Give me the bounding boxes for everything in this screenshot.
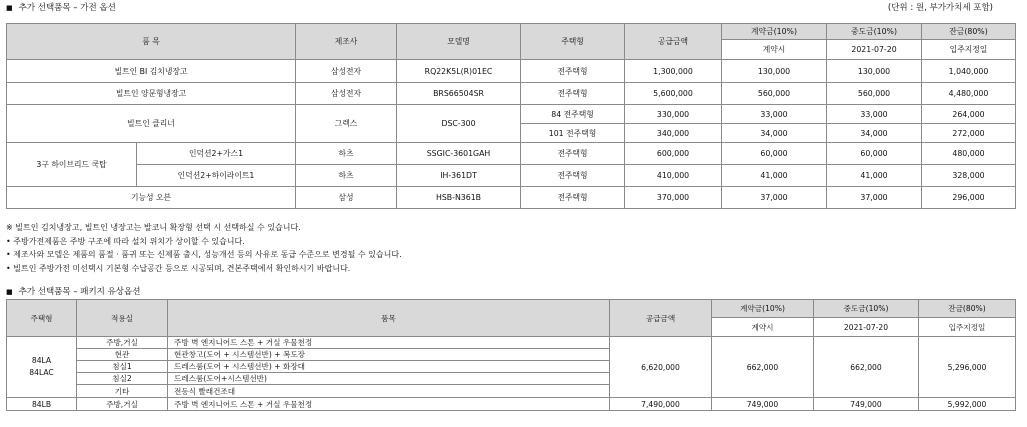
cell-maker: 삼성전자	[296, 83, 397, 105]
note-line: • 빌트인 주방가전 미선택시 기본형 수납공간 등으로 시공되며, 견본주택에서 확인하시기 바랍니다.	[6, 263, 351, 273]
cell-item: 현관창고(도어 + 시스템선반) + 복도장	[168, 349, 610, 361]
cell-supply: 340,000	[625, 124, 722, 143]
cell-sub-item: 인덕션2+가스1	[137, 143, 296, 165]
cell-middle: 749,000	[814, 398, 919, 411]
cell-sub-item: 인덕션2+하이라이트1	[137, 165, 296, 187]
cell-balance: 480,000	[922, 143, 1016, 165]
header-contract: 계약금(10%)	[712, 300, 814, 318]
cell-item: 기능성 오븐	[7, 187, 296, 209]
header-room: 적용실	[77, 300, 168, 337]
table-row	[7, 105, 1016, 124]
header-supply-price: 공급금액	[625, 24, 722, 60]
cell-balance: 5,992,000	[919, 398, 1016, 411]
cell-maker: 그렉스	[296, 105, 397, 143]
cell-middle: 33,000	[827, 105, 922, 124]
cell-house-type: 84LB	[7, 398, 77, 411]
cell-middle: 662,000	[814, 337, 919, 398]
cell-model: RQ22K5L(R)01EC	[397, 60, 521, 83]
cell-type: 전주택형	[521, 143, 625, 165]
cell-contract: 41,000	[722, 165, 827, 187]
header-supply-price: 공급금액	[610, 300, 712, 337]
header-house-type: 주택형	[7, 300, 77, 337]
cell-supply: 1,300,000	[625, 60, 722, 83]
cell-supply: 600,000	[625, 143, 722, 165]
cell-type: 전주택형	[521, 83, 625, 105]
header-balance: 잔금(80%)	[919, 300, 1016, 318]
cell-model: SSGIC-3601GAH	[397, 143, 521, 165]
cell-supply: 7,490,000	[610, 398, 712, 411]
cell-model: HSB-N361B	[397, 187, 521, 209]
cell-contract: 60,000	[722, 143, 827, 165]
cell-supply: 410,000	[625, 165, 722, 187]
cell-middle: 130,000	[827, 60, 922, 83]
cell-balance: 1,040,000	[922, 60, 1016, 83]
section1-title: ■ 추가 선택품목 – 가전 옵션	[6, 3, 116, 13]
cell-balance: 296,000	[922, 187, 1016, 209]
cell-house-type: 84LA 84LAC	[7, 337, 77, 398]
header-model: 모델명	[397, 24, 521, 60]
cell-contract: 37,000	[722, 187, 827, 209]
cell-item: 빌트인 BI 김치냉장고	[7, 60, 296, 83]
header-balance-sub: 입주지정일	[922, 40, 1016, 60]
cell-middle: 41,000	[827, 165, 922, 187]
cell-room: 침실2	[77, 373, 168, 385]
cell-balance: 5,296,000	[919, 337, 1016, 398]
cell-balance: 328,000	[922, 165, 1016, 187]
cell-item: 드레스룸(도어 + 시스템선반) + 화장대	[168, 361, 610, 373]
note-line: • 주방가전제품은 주방 구조에 따라 설치 위치가 상이할 수 있습니다.	[6, 236, 245, 246]
cell-item: 3구 하이브리드 쿡탑	[7, 143, 137, 187]
header-contract: 계약금(10%)	[722, 24, 827, 40]
cell-middle: 60,000	[827, 143, 922, 165]
table-row	[7, 398, 1016, 411]
cell-model: DSC-300	[397, 105, 521, 143]
cell-contract: 130,000	[722, 60, 827, 83]
cell-room: 현관	[77, 349, 168, 361]
table-row	[7, 165, 1016, 187]
header-item: 품목	[168, 300, 610, 337]
appliance-option-table	[6, 23, 1016, 209]
cell-type: 전주택형	[521, 165, 625, 187]
cell-contract: 34,000	[722, 124, 827, 143]
cell-maker: 삼성전자	[296, 60, 397, 83]
cell-type: 101 전주택형	[521, 124, 625, 143]
cell-supply: 370,000	[625, 187, 722, 209]
table2-header-row	[7, 300, 1016, 318]
table-row	[7, 337, 1016, 349]
cell-contract: 749,000	[712, 398, 814, 411]
header-maker: 제조사	[296, 24, 397, 60]
header-middle: 중도금(10%)	[814, 300, 919, 318]
cell-item: 주방 벽 엔지니어드 스톤 + 거실 우물천정	[168, 337, 610, 349]
cell-supply: 6,620,000	[610, 337, 712, 398]
cell-balance: 264,000	[922, 105, 1016, 124]
unit-note: (단위 : 원, 부가가치세 포함)	[887, 3, 993, 13]
cell-contract: 560,000	[722, 83, 827, 105]
cell-type: 전주택형	[521, 187, 625, 209]
note-line: ※ 빌트인 김치냉장고, 빌트인 냉장고는 발코니 확장형 선택 시 선택하실 수 있습니다.	[6, 223, 301, 232]
cell-type: 전주택형	[521, 60, 625, 83]
cell-item: 드레스룸(도어+시스템선반)	[168, 373, 610, 385]
cell-room: 주방,거실	[77, 398, 168, 411]
cell-room: 기타	[77, 385, 168, 398]
table-row	[7, 187, 1016, 209]
cell-maker: 삼성	[296, 187, 397, 209]
cell-item: 주방 벽 엔지니어드 스톤 + 거실 우물천정	[168, 398, 610, 411]
section2-title: ■ 추가 선택품목 – 패키지 유상옵션	[6, 287, 141, 297]
header-contract-sub: 계약시	[722, 40, 827, 60]
header-middle-sub: 2021-07-20	[814, 318, 919, 337]
table-row	[7, 83, 1016, 105]
cell-room: 주방,거실	[77, 337, 168, 349]
cell-balance: 272,000	[922, 124, 1016, 143]
header-balance-sub: 입주지정일	[919, 318, 1016, 337]
cell-model: IH-361DT	[397, 165, 521, 187]
table-row	[7, 60, 1016, 83]
cell-middle: 560,000	[827, 83, 922, 105]
cell-maker: 하츠	[296, 143, 397, 165]
cell-middle: 37,000	[827, 187, 922, 209]
header-house-type: 주택형	[521, 24, 625, 60]
cell-supply: 330,000	[625, 105, 722, 124]
table1-header-row	[7, 24, 1016, 40]
table-row	[7, 143, 1016, 165]
cell-model: BRS66504SR	[397, 83, 521, 105]
cell-contract: 33,000	[722, 105, 827, 124]
cell-supply: 5,600,000	[625, 83, 722, 105]
cell-maker: 하츠	[296, 165, 397, 187]
notes-block	[6, 221, 402, 275]
package-option-table	[6, 299, 1016, 411]
cell-contract: 662,000	[712, 337, 814, 398]
cell-type: 84 전주택형	[521, 105, 625, 124]
note-line: • 제조사와 모델은 제품의 품절 · 품귀 또는 신제품 출시, 성능개선 등의 사유로 동급 수준으로 변경될 수 있습니다.	[6, 250, 402, 260]
cell-item: 빌트인 클리너	[7, 105, 296, 143]
header-item: 품 목	[7, 24, 296, 60]
cell-middle: 34,000	[827, 124, 922, 143]
header-middle: 중도금(10%)	[827, 24, 922, 40]
cell-balance: 4,480,000	[922, 83, 1016, 105]
header-balance: 잔금(80%)	[922, 24, 1016, 40]
header-middle-sub: 2021-07-20	[827, 40, 922, 60]
cell-item: 빌트인 양문형냉장고	[7, 83, 296, 105]
cell-item: 전동식 빨래건조대	[168, 385, 610, 398]
cell-room: 침실1	[77, 361, 168, 373]
header-contract-sub: 계약시	[712, 318, 814, 337]
